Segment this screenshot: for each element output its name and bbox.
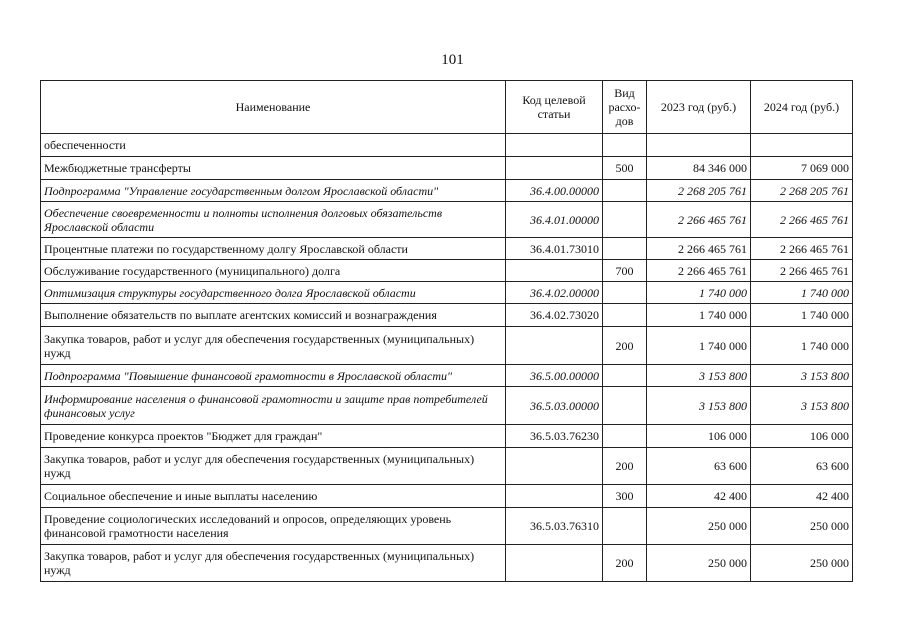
- cell-2023: 84 346 000: [647, 157, 751, 180]
- cell-kind: [603, 365, 647, 387]
- table-row: [41, 485, 853, 508]
- cell-2023: 3 153 800: [647, 387, 751, 425]
- cell-kind: 500: [603, 157, 647, 180]
- cell-2023: 1 740 000: [647, 327, 751, 365]
- cell-name: Подпрограмма "Управление государственным долгом Ярославской области": [41, 180, 506, 202]
- cell-name: обеспеченности: [41, 134, 506, 157]
- cell-kind: [603, 238, 647, 260]
- cell-name: Информирование населения о финансовой грамотности и защите прав потребителей финансовых услуг: [41, 387, 506, 425]
- cell-2023: 63 600: [647, 448, 751, 485]
- cell-name: Закупка товаров, работ и услуг для обеспечения государственных (муниципальных) нужд: [41, 545, 506, 582]
- cell-2024: 1 740 000: [751, 282, 853, 304]
- cell-2024: 2 266 465 761: [751, 202, 853, 238]
- cell-2024: 1 740 000: [751, 304, 853, 327]
- cell-2023: 2 266 465 761: [647, 260, 751, 282]
- cell-name: Проведение конкурса проектов "Бюджет для граждан": [41, 425, 506, 448]
- cell-2023: 2 268 205 761: [647, 180, 751, 202]
- cell-name: Закупка товаров, работ и услуг для обеспечения государственных (муниципальных) нужд: [41, 448, 506, 485]
- cell-kind: 700: [603, 260, 647, 282]
- header-2023: 2023 год (руб.): [647, 81, 751, 134]
- cell-code: [506, 134, 603, 157]
- cell-2024: 42 400: [751, 485, 853, 508]
- header-code: Код целевой статьи: [506, 81, 603, 134]
- cell-name: Проведение социологических исследований и опросов, определяющих уровень финансовой грамотности населения: [41, 508, 506, 545]
- cell-2024: 3 153 800: [751, 365, 853, 387]
- cell-name: Выполнение обязательств по выплате агентских комиссий и вознаграждения: [41, 304, 506, 327]
- table-row: [41, 425, 853, 448]
- page-number: 101: [441, 52, 464, 68]
- cell-code: [506, 327, 603, 365]
- table-row: [41, 545, 853, 582]
- cell-2023: 1 740 000: [647, 282, 751, 304]
- cell-name: Процентные платежи по государственному долгу Ярославской области: [41, 238, 506, 260]
- cell-name: Межбюджетные трансферты: [41, 157, 506, 180]
- cell-name: Закупка товаров, работ и услуг для обеспечения государственных (муниципальных) нужд: [41, 327, 506, 365]
- cell-2023: 3 153 800: [647, 365, 751, 387]
- cell-2024: 7 069 000: [751, 157, 853, 180]
- header-name: Наименование: [41, 81, 506, 134]
- cell-2024: 2 268 205 761: [751, 180, 853, 202]
- table-row: [41, 304, 853, 327]
- cell-2024: 3 153 800: [751, 387, 853, 425]
- cell-code: 36.4.01.73010: [506, 238, 603, 260]
- cell-kind: [603, 387, 647, 425]
- cell-code: 36.4.01.00000: [506, 202, 603, 238]
- table-row: [41, 327, 853, 365]
- cell-code: 36.5.03.76310: [506, 508, 603, 545]
- table-row: [41, 508, 853, 545]
- cell-kind: [603, 282, 647, 304]
- table-row: [41, 387, 853, 425]
- cell-2023: 42 400: [647, 485, 751, 508]
- table-row: [41, 365, 853, 387]
- cell-2024: 106 000: [751, 425, 853, 448]
- cell-2024: 250 000: [751, 545, 853, 582]
- cell-code: 36.4.02.00000: [506, 282, 603, 304]
- cell-kind: 200: [603, 448, 647, 485]
- cell-2023: 2 266 465 761: [647, 202, 751, 238]
- cell-kind: [603, 508, 647, 545]
- cell-kind: [603, 425, 647, 448]
- table-row: [41, 157, 853, 180]
- cell-code: 36.5.03.00000: [506, 387, 603, 425]
- budget-table: [40, 80, 853, 582]
- cell-code: [506, 545, 603, 582]
- table-row: [41, 180, 853, 202]
- cell-2024: 63 600: [751, 448, 853, 485]
- table-row: [41, 448, 853, 485]
- cell-2023: 250 000: [647, 545, 751, 582]
- cell-kind: [603, 134, 647, 157]
- cell-2024: [751, 134, 853, 157]
- cell-kind: 300: [603, 485, 647, 508]
- cell-code: 36.4.00.00000: [506, 180, 603, 202]
- cell-name: Подпрограмма "Повышение финансовой грамотности в Ярославской области": [41, 365, 506, 387]
- table-row: [41, 134, 853, 157]
- cell-code: 36.5.00.00000: [506, 365, 603, 387]
- cell-2023: 250 000: [647, 508, 751, 545]
- cell-2024: 1 740 000: [751, 327, 853, 365]
- header-2024: 2024 год (руб.): [751, 81, 853, 134]
- cell-code: 36.5.03.76230: [506, 425, 603, 448]
- cell-code: [506, 448, 603, 485]
- cell-code: 36.4.02.73020: [506, 304, 603, 327]
- cell-2023: 2 266 465 761: [647, 238, 751, 260]
- table-row: [41, 238, 853, 260]
- table-row: [41, 282, 853, 304]
- cell-code: [506, 260, 603, 282]
- cell-code: [506, 157, 603, 180]
- cell-name: Оптимизация структуры государственного долга Ярославской области: [41, 282, 506, 304]
- cell-2024: 250 000: [751, 508, 853, 545]
- cell-kind: 200: [603, 327, 647, 365]
- header-row: [41, 81, 853, 134]
- cell-kind: [603, 304, 647, 327]
- cell-2024: 2 266 465 761: [751, 260, 853, 282]
- cell-2023: 1 740 000: [647, 304, 751, 327]
- table-row: [41, 202, 853, 238]
- cell-2024: 2 266 465 761: [751, 238, 853, 260]
- cell-2023: [647, 134, 751, 157]
- cell-name: Социальное обеспечение и иные выплаты населению: [41, 485, 506, 508]
- cell-code: [506, 485, 603, 508]
- cell-kind: [603, 202, 647, 238]
- header-kind: Вид расхо-дов: [603, 81, 647, 134]
- cell-name: Обеспечение своевременности и полноты исполнения долговых обязательств Ярославской области: [41, 202, 506, 238]
- table-row: [41, 260, 853, 282]
- cell-2023: 106 000: [647, 425, 751, 448]
- cell-kind: [603, 180, 647, 202]
- cell-name: Обслуживание государственного (муниципального) долга: [41, 260, 506, 282]
- cell-kind: 200: [603, 545, 647, 582]
